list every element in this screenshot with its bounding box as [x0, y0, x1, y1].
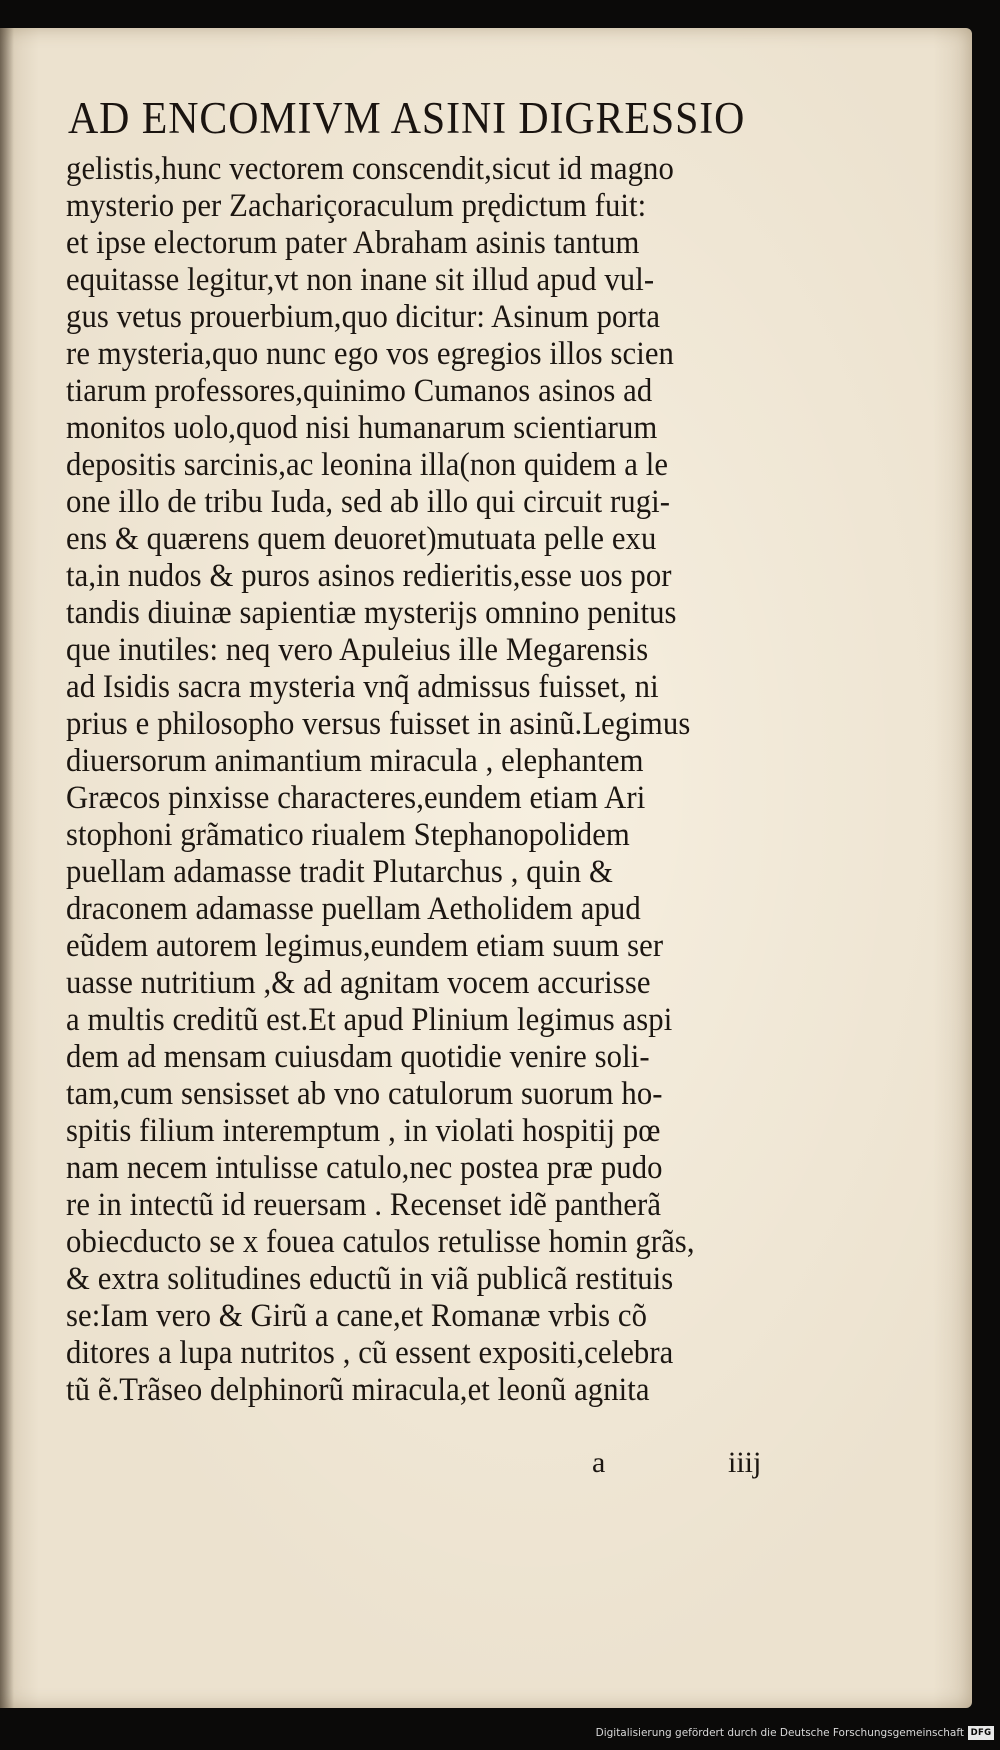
signature-mark: a: [592, 1446, 606, 1479]
text-line: puellam adamasse tradit Plutarchus , quin &: [66, 854, 613, 890]
text-line: se:Iam vero & Girũ a cane,et Romanæ vrbis cõ: [66, 1298, 648, 1334]
text-line: ditores a lupa nutritos , cũ essent expositi,celebra: [66, 1335, 674, 1371]
text-line: gelistis,hunc vectorem conscendit,sicut id magno: [66, 151, 674, 187]
text-line: et ipse electorum pater Abraham asinis tantum: [66, 225, 640, 261]
dfg-logo: DFG: [968, 1726, 994, 1740]
running-head: AD ENCOMIVM ASINI DIGRESSIO: [68, 93, 746, 143]
text-line: obiecducto se x fouea catulos retulisse homin grãs,: [66, 1224, 695, 1260]
text-line: draconem adamasse puellam Aetholidem apud: [66, 891, 641, 927]
text-line: Græcos pinxisse characteres,eundem etiam Ari: [66, 780, 646, 816]
funding-credit: Digitalisierung gefördert durch die Deutsche Forschungsgemeinschaft: [595, 1727, 964, 1739]
text-line: tũ ẽ.Trãseo delphinorũ miracula,et leonũ agnita: [66, 1372, 650, 1408]
folio-number: iiij: [728, 1446, 762, 1479]
text-line: tam,cum sensisset ab vno catulorum suorum ho-: [66, 1076, 663, 1112]
text-line: ens & quærens quem deuoret)mutuata pelle exu: [66, 521, 657, 557]
text-line: eũdem autorem legimus,eundem etiam suum ser: [66, 928, 664, 964]
text-line: one illo de tribu Iuda, sed ab illo qui circuit rugi-: [66, 484, 671, 520]
text-line: que inutiles: neq vero Apuleius ille Megarensis: [66, 632, 649, 668]
text-line: dem ad mensam cuiusdam quotidie venire soli-: [66, 1039, 650, 1075]
text-line: ta,in nudos & puros asinos redieritis,esse uos por: [66, 558, 672, 594]
text-line: diuersorum animantium miracula , elephantem: [66, 743, 644, 779]
body-text: [66, 151, 866, 1409]
text-line: prius e philosopho versus fuisset in asinũ.Legimus: [66, 706, 691, 742]
text-line: stophoni grãmatico riualem Stephanopolidem: [66, 817, 630, 853]
text-line: spitis filium interemptum , in violati hospitij pœ: [66, 1113, 661, 1149]
text-line: equitasse legitur,vt non inane sit illud apud vul-: [66, 262, 655, 298]
text-line: tandis diuinæ sapientiæ mysterijs omnino penitus: [66, 595, 677, 631]
digitization-footer: [0, 1722, 1000, 1750]
text-line: gus vetus prouerbium,quo dicitur: Asinum porta: [66, 299, 661, 335]
text-line: nam necem intulisse catulo,nec postea præ pudo: [66, 1150, 663, 1186]
text-line: ad Isidis sacra mysteria vnq̃ admissus fuisset, ni: [66, 669, 659, 705]
text-line: depositis sarcinis,ac leonina illa(non quidem a le: [66, 447, 669, 483]
text-line: re mysteria,quo nunc ego vos egregios illos scien: [66, 336, 674, 372]
text-line: tiarum professores,quinimo Cumanos asinos ad: [66, 373, 653, 409]
text-line: monitos uolo,quod nisi humanarum scientiarum: [66, 410, 658, 446]
text-line: mysterio per Zachariçoraculum prędictum fuit:: [66, 188, 647, 224]
text-line: uasse nutritium ,& ad agnitam vocem accurisse: [66, 965, 651, 1001]
text-line: & extra solitudines eductũ in viã publicã restituis: [66, 1261, 674, 1297]
text-line: a multis creditũ est.Et apud Plinium legimus aspi: [66, 1002, 673, 1038]
text-line: re in intectũ id reuersam . Recenset idẽ pantherã: [66, 1187, 662, 1223]
page-foot-marks: [0, 1446, 972, 1486]
